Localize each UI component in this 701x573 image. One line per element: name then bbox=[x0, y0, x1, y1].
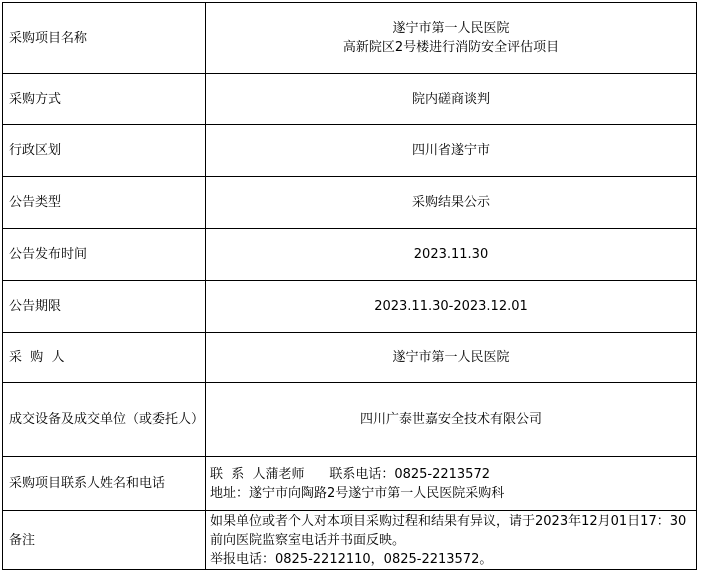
row-label: 采 购 人 bbox=[3, 333, 206, 383]
row-value bbox=[206, 457, 697, 511]
table-row bbox=[3, 3, 697, 74]
row-label: 成交设备及成交单位（或委托人） bbox=[3, 383, 206, 457]
address-line: 地址：遂宁市向陶路2号遂宁市第一人民医院采购科 bbox=[210, 485, 505, 501]
table-row bbox=[3, 74, 697, 125]
table-row bbox=[3, 457, 697, 511]
table-row bbox=[3, 177, 697, 229]
row-value: 2023.11.30 bbox=[206, 229, 697, 281]
table-row bbox=[3, 281, 697, 333]
row-value: 四川省遂宁市 bbox=[206, 125, 697, 177]
row-value bbox=[206, 511, 697, 570]
project-name-line-1: 遂宁市第一人民医院 bbox=[392, 21, 510, 36]
row-label: 公告类型 bbox=[3, 177, 206, 229]
row-value: 2023.11.30-2023.12.01 bbox=[206, 281, 697, 333]
row-label: 备注 bbox=[3, 511, 206, 570]
row-value bbox=[206, 3, 697, 74]
table-row bbox=[3, 125, 697, 177]
row-label: 采购项目联系人姓名和电话 bbox=[3, 457, 206, 511]
procurement-info-table bbox=[2, 2, 697, 570]
row-value: 院内磋商谈判 bbox=[206, 74, 697, 125]
row-label: 采购方式 bbox=[3, 74, 206, 125]
row-value: 四川广泰世嘉安全技术有限公司 bbox=[206, 383, 697, 457]
row-value: 遂宁市第一人民医院 bbox=[206, 333, 697, 383]
row-label: 公告发布时间 bbox=[3, 229, 206, 281]
table-row bbox=[3, 229, 697, 281]
project-name-line-2: 高新院区2号楼进行消防安全评估项目 bbox=[342, 40, 560, 55]
row-label: 采购项目名称 bbox=[3, 3, 206, 74]
remark-line-2: 举报电话：0825-2212110，0825-2213572。 bbox=[210, 551, 493, 567]
table-row bbox=[3, 383, 697, 457]
contact-line: 联 系 人蒲老师 联系电话：0825-2213572 bbox=[210, 466, 490, 482]
remark-line-1: 如果单位或者个人对本项目采购过程和结果有异议，请于2023年12月01日17：30前向医院监察室电话并书面反映。 bbox=[210, 513, 687, 548]
row-label: 行政区划 bbox=[3, 125, 206, 177]
row-label: 公告期限 bbox=[3, 281, 206, 333]
table-row bbox=[3, 511, 697, 570]
table-row bbox=[3, 333, 697, 383]
row-value: 采购结果公示 bbox=[206, 177, 697, 229]
